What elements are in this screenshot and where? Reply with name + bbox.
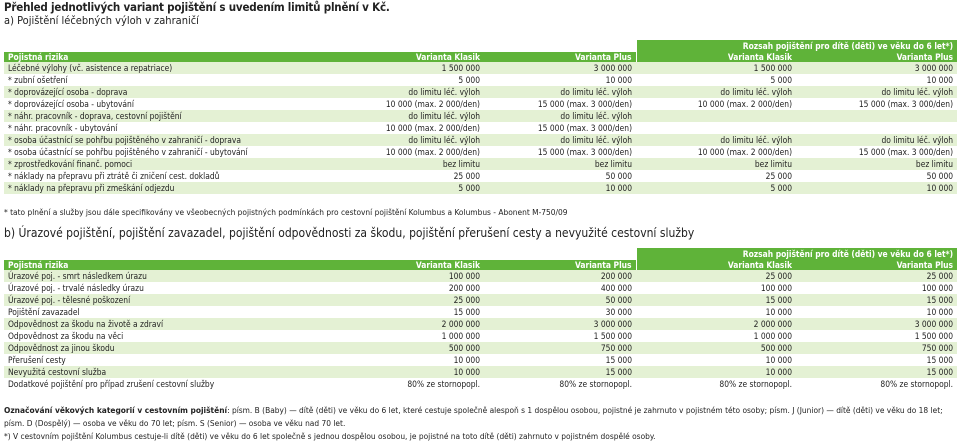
limit-value-cell: 10 000 [636, 306, 796, 318]
table-row [4, 98, 957, 110]
column-header-row [4, 52, 957, 62]
limit-value-cell: 15 000 [332, 306, 484, 318]
table-row [4, 282, 957, 294]
risk-label-cell: * náklady na přepravu při ztrátě či zničení cest. dokladů [4, 170, 332, 182]
column-header-variant: Varianta Klasik [332, 260, 484, 270]
header-spacer [4, 40, 636, 52]
table-row [4, 182, 957, 194]
limit-value-cell: 10 000 [484, 74, 636, 86]
risk-label-cell: Úrazové poj. - trvalé následky úrazu [4, 282, 332, 294]
table-row [4, 270, 957, 282]
limit-value-cell: 25 000 [636, 170, 796, 182]
table-row [4, 86, 957, 98]
group-header-children: Rozsah pojištění pro dítě (děti) ve věku do 6 let*) [636, 40, 957, 52]
limit-value-cell: 15 000 [484, 354, 636, 366]
risk-label-cell: Úrazové poj. - smrt následkem úrazu [4, 270, 332, 282]
table-row [4, 330, 957, 342]
limit-value-cell: 3 000 000 [796, 318, 957, 330]
table-row [4, 110, 957, 122]
risk-label-cell: * doprovázející osoba - doprava [4, 86, 332, 98]
limit-value-cell: 15 000 (max. 3 000/den) [796, 146, 957, 158]
risk-label-cell: Odpovědnost za jinou škodu [4, 342, 332, 354]
risk-label-cell: * náklady na přepravu při zmeškání odjezdu [4, 182, 332, 194]
limit-value-cell: 10 000 [332, 354, 484, 366]
limit-value-cell: 750 000 [796, 342, 957, 354]
limit-value-cell: 500 000 [332, 342, 484, 354]
table-row [4, 354, 957, 366]
limit-value-cell: do limitu léč. výloh [636, 86, 796, 98]
column-header-variant: Varianta Plus [484, 52, 636, 62]
limit-value-cell: 15 000 (max. 3 000/den) [484, 122, 636, 134]
section-b-heading: b) Úrazové pojištění, pojištění zavazadel, pojištění odpovědnosti za škodu, pojištění přerušení cesty a nevyužité cestovní služby [4, 226, 695, 240]
table-row [4, 378, 957, 390]
limit-value-cell: 400 000 [484, 282, 636, 294]
limit-value-cell: bez limitu [796, 158, 957, 170]
table-row [4, 122, 957, 134]
header-spacer [4, 248, 636, 260]
table-row [4, 146, 957, 158]
limit-value-cell: 1 000 000 [636, 330, 796, 342]
limit-value-cell: 50 000 [796, 170, 957, 182]
limit-value-cell: 3 000 000 [484, 62, 636, 74]
limit-value-cell: 3 000 000 [484, 318, 636, 330]
limit-value-cell: 10 000 [636, 366, 796, 378]
table-row [4, 366, 957, 378]
limit-value-cell: 1 000 000 [332, 330, 484, 342]
column-header-variant: Varianta Klasik [636, 52, 796, 62]
limit-value-cell: 15 000 (max. 3 000/den) [796, 98, 957, 110]
limit-value-cell [636, 110, 796, 122]
limit-value-cell: 50 000 [484, 294, 636, 306]
column-header-variant: Varianta Klasik [636, 260, 796, 270]
risk-label-cell: * osoba účastnící se pohřbu pojištěného v zahraničí - doprava [4, 134, 332, 146]
column-header-variant: Varianta Plus [484, 260, 636, 270]
risk-label-cell: * náhr. pracovník - doprava, cestovní pojištění [4, 110, 332, 122]
limit-value-cell: 2 000 000 [332, 318, 484, 330]
limit-value-cell: do limitu léč. výloh [796, 134, 957, 146]
limit-value-cell: 1 500 000 [796, 330, 957, 342]
limit-value-cell: bez limitu [636, 158, 796, 170]
limit-value-cell: 80% ze stornopopl. [796, 378, 957, 390]
table-injury-luggage-liability [4, 248, 957, 390]
limit-value-cell: 80% ze stornopopl. [332, 378, 484, 390]
limit-value-cell: 5 000 [332, 182, 484, 194]
table-row [4, 318, 957, 330]
table-row [4, 294, 957, 306]
limit-value-cell: 15 000 [796, 366, 957, 378]
group-header-children: Rozsah pojištění pro dítě (děti) ve věku do 6 let*) [636, 248, 957, 260]
limit-value-cell: 10 000 (max. 2 000/den) [636, 146, 796, 158]
table-row [4, 74, 957, 86]
asterisk-note: *) V cestovním pojištění Kolumbus cestuje-li dítě (děti) ve věku do 6 let společně s jednou dospělou osobou, je pojistné na toto dítě (děti) zahrnuto v pojistném dospělé osoby. [4, 431, 656, 441]
limit-value-cell: 5 000 [636, 182, 796, 194]
limit-value-cell: 10 000 [796, 306, 957, 318]
limit-value-cell: 80% ze stornopopl. [636, 378, 796, 390]
limit-value-cell [796, 110, 957, 122]
table-row [4, 306, 957, 318]
limit-value-cell: 10 000 [636, 354, 796, 366]
column-header-variant: Varianta Plus [796, 52, 957, 62]
group-header-row [4, 248, 957, 260]
limit-value-cell: 15 000 [796, 294, 957, 306]
column-header-variant: Varianta Plus [796, 260, 957, 270]
risk-label-cell: Nevyužitá cestovní služba [4, 366, 332, 378]
limit-value-cell: 1 500 000 [332, 62, 484, 74]
risk-label-cell: * doprovázející osoba - ubytování [4, 98, 332, 110]
table-row [4, 134, 957, 146]
limit-value-cell: do limitu léč. výloh [484, 86, 636, 98]
risk-label-cell: Odpovědnost za škodu na věci [4, 330, 332, 342]
limit-value-cell: 10 000 (max. 2 000/den) [332, 146, 484, 158]
section-a-heading: a) Pojištění léčebných výloh v zahraničí [4, 14, 199, 27]
limit-value-cell: 5 000 [636, 74, 796, 86]
limit-value-cell: 750 000 [484, 342, 636, 354]
limit-value-cell: 15 000 [636, 294, 796, 306]
limit-value-cell: 80% ze stornopopl. [484, 378, 636, 390]
limit-value-cell: bez limitu [332, 158, 484, 170]
risk-label-cell: Přerušení cesty [4, 354, 332, 366]
limit-value-cell: 25 000 [796, 270, 957, 282]
risk-label-cell: * osoba účastnící se pohřbu pojištěného v zahraničí - ubytování [4, 146, 332, 158]
limit-value-cell: 100 000 [332, 270, 484, 282]
limit-value-cell: do limitu léč. výloh [332, 110, 484, 122]
limit-value-cell: 10 000 (max. 2 000/den) [332, 122, 484, 134]
limit-value-cell: 30 000 [484, 306, 636, 318]
limit-value-cell: do limitu léč. výloh [484, 134, 636, 146]
section-a-footnote: * tato plnění a služby jsou dále specifikovány ve všeobecných pojistných podmínkách pro cestovní pojištění Kolumbus a Kolumbus - Abonent M-750/09 [4, 207, 568, 217]
age-categories-text: : písm. B (Baby) — dítě (děti) ve věku do 6 let, které cestuje společně alespoň s 1 dospělou osobou, pojistné je zahrnuto v pojistném této osoby; písm. J (Junior) — dítě (děti) ve věku do 18 let; [227, 405, 943, 415]
limit-value-cell: 25 000 [332, 294, 484, 306]
column-header-variant: Varianta Klasik [332, 52, 484, 62]
risk-label-cell: Odpovědnost za škodu na životě a zdraví [4, 318, 332, 330]
age-categories-label: Označování věkových kategorií v cestovním pojištění [4, 405, 228, 415]
risk-label-cell: Léčebné výlohy (vč. asistence a repatriace) [4, 62, 332, 74]
risk-label-cell: * zprostředkování finanč. pomoci [4, 158, 332, 170]
limit-value-cell: 1 500 000 [484, 330, 636, 342]
risk-label-cell: Úrazové poj. - tělesné poškození [4, 294, 332, 306]
age-categories-note [4, 405, 943, 415]
group-header-row [4, 40, 957, 52]
limit-value-cell: 200 000 [484, 270, 636, 282]
limit-value-cell: do limitu léč. výloh [484, 110, 636, 122]
limit-value-cell: 500 000 [636, 342, 796, 354]
limit-value-cell: 5 000 [332, 74, 484, 86]
limit-value-cell: 15 000 (max. 3 000/den) [484, 146, 636, 158]
limit-value-cell: 10 000 [796, 74, 957, 86]
limit-value-cell [636, 122, 796, 134]
risk-label-cell: * zubní ošetření [4, 74, 332, 86]
table-row [4, 342, 957, 354]
limit-value-cell: 100 000 [796, 282, 957, 294]
limit-value-cell: 10 000 [484, 182, 636, 194]
limit-value-cell: do limitu léč. výloh [332, 86, 484, 98]
table-row [4, 158, 957, 170]
table-row [4, 62, 957, 74]
limit-value-cell: 15 000 [484, 366, 636, 378]
limit-value-cell: 2 000 000 [636, 318, 796, 330]
limit-value-cell: 25 000 [636, 270, 796, 282]
limit-value-cell: 10 000 [332, 366, 484, 378]
limit-value-cell: 10 000 [796, 182, 957, 194]
limit-value-cell: 10 000 (max. 2 000/den) [332, 98, 484, 110]
column-header-risks: Pojistná rizika [4, 52, 332, 62]
table-medical-expenses [4, 40, 957, 194]
limit-value-cell: do limitu léč. výloh [332, 134, 484, 146]
table-row [4, 170, 957, 182]
limit-value-cell: 15 000 (max. 3 000/den) [484, 98, 636, 110]
limit-value-cell: 200 000 [332, 282, 484, 294]
limit-value-cell: 25 000 [332, 170, 484, 182]
risk-label-cell: Pojištění zavazadel [4, 306, 332, 318]
page-title: Přehled jednotlivých variant pojištění s uvedením limitů plnění v Kč. [4, 0, 390, 14]
column-header-row [4, 260, 957, 270]
limit-value-cell: 50 000 [484, 170, 636, 182]
limit-value-cell: 100 000 [636, 282, 796, 294]
limit-value-cell [796, 122, 957, 134]
limit-value-cell: do limitu léč. výloh [636, 134, 796, 146]
limit-value-cell: 15 000 [796, 354, 957, 366]
limit-value-cell: bez limitu [484, 158, 636, 170]
column-header-risks: Pojistná rizika [4, 260, 332, 270]
risk-label-cell: Dodatkové pojištění pro případ zrušení cestovní služby [4, 378, 332, 390]
limit-value-cell: 3 000 000 [796, 62, 957, 74]
age-categories-note-2: písm. D (Dospělý) — osoba ve věku do 70 let; písm. S (Senior) — osoba ve věku nad 70 let. [4, 418, 346, 428]
limit-value-cell: 1 500 000 [636, 62, 796, 74]
limit-value-cell: 10 000 (max. 2 000/den) [636, 98, 796, 110]
limit-value-cell: do limitu léč. výloh [796, 86, 957, 98]
risk-label-cell: * náhr. pracovník - ubytování [4, 122, 332, 134]
